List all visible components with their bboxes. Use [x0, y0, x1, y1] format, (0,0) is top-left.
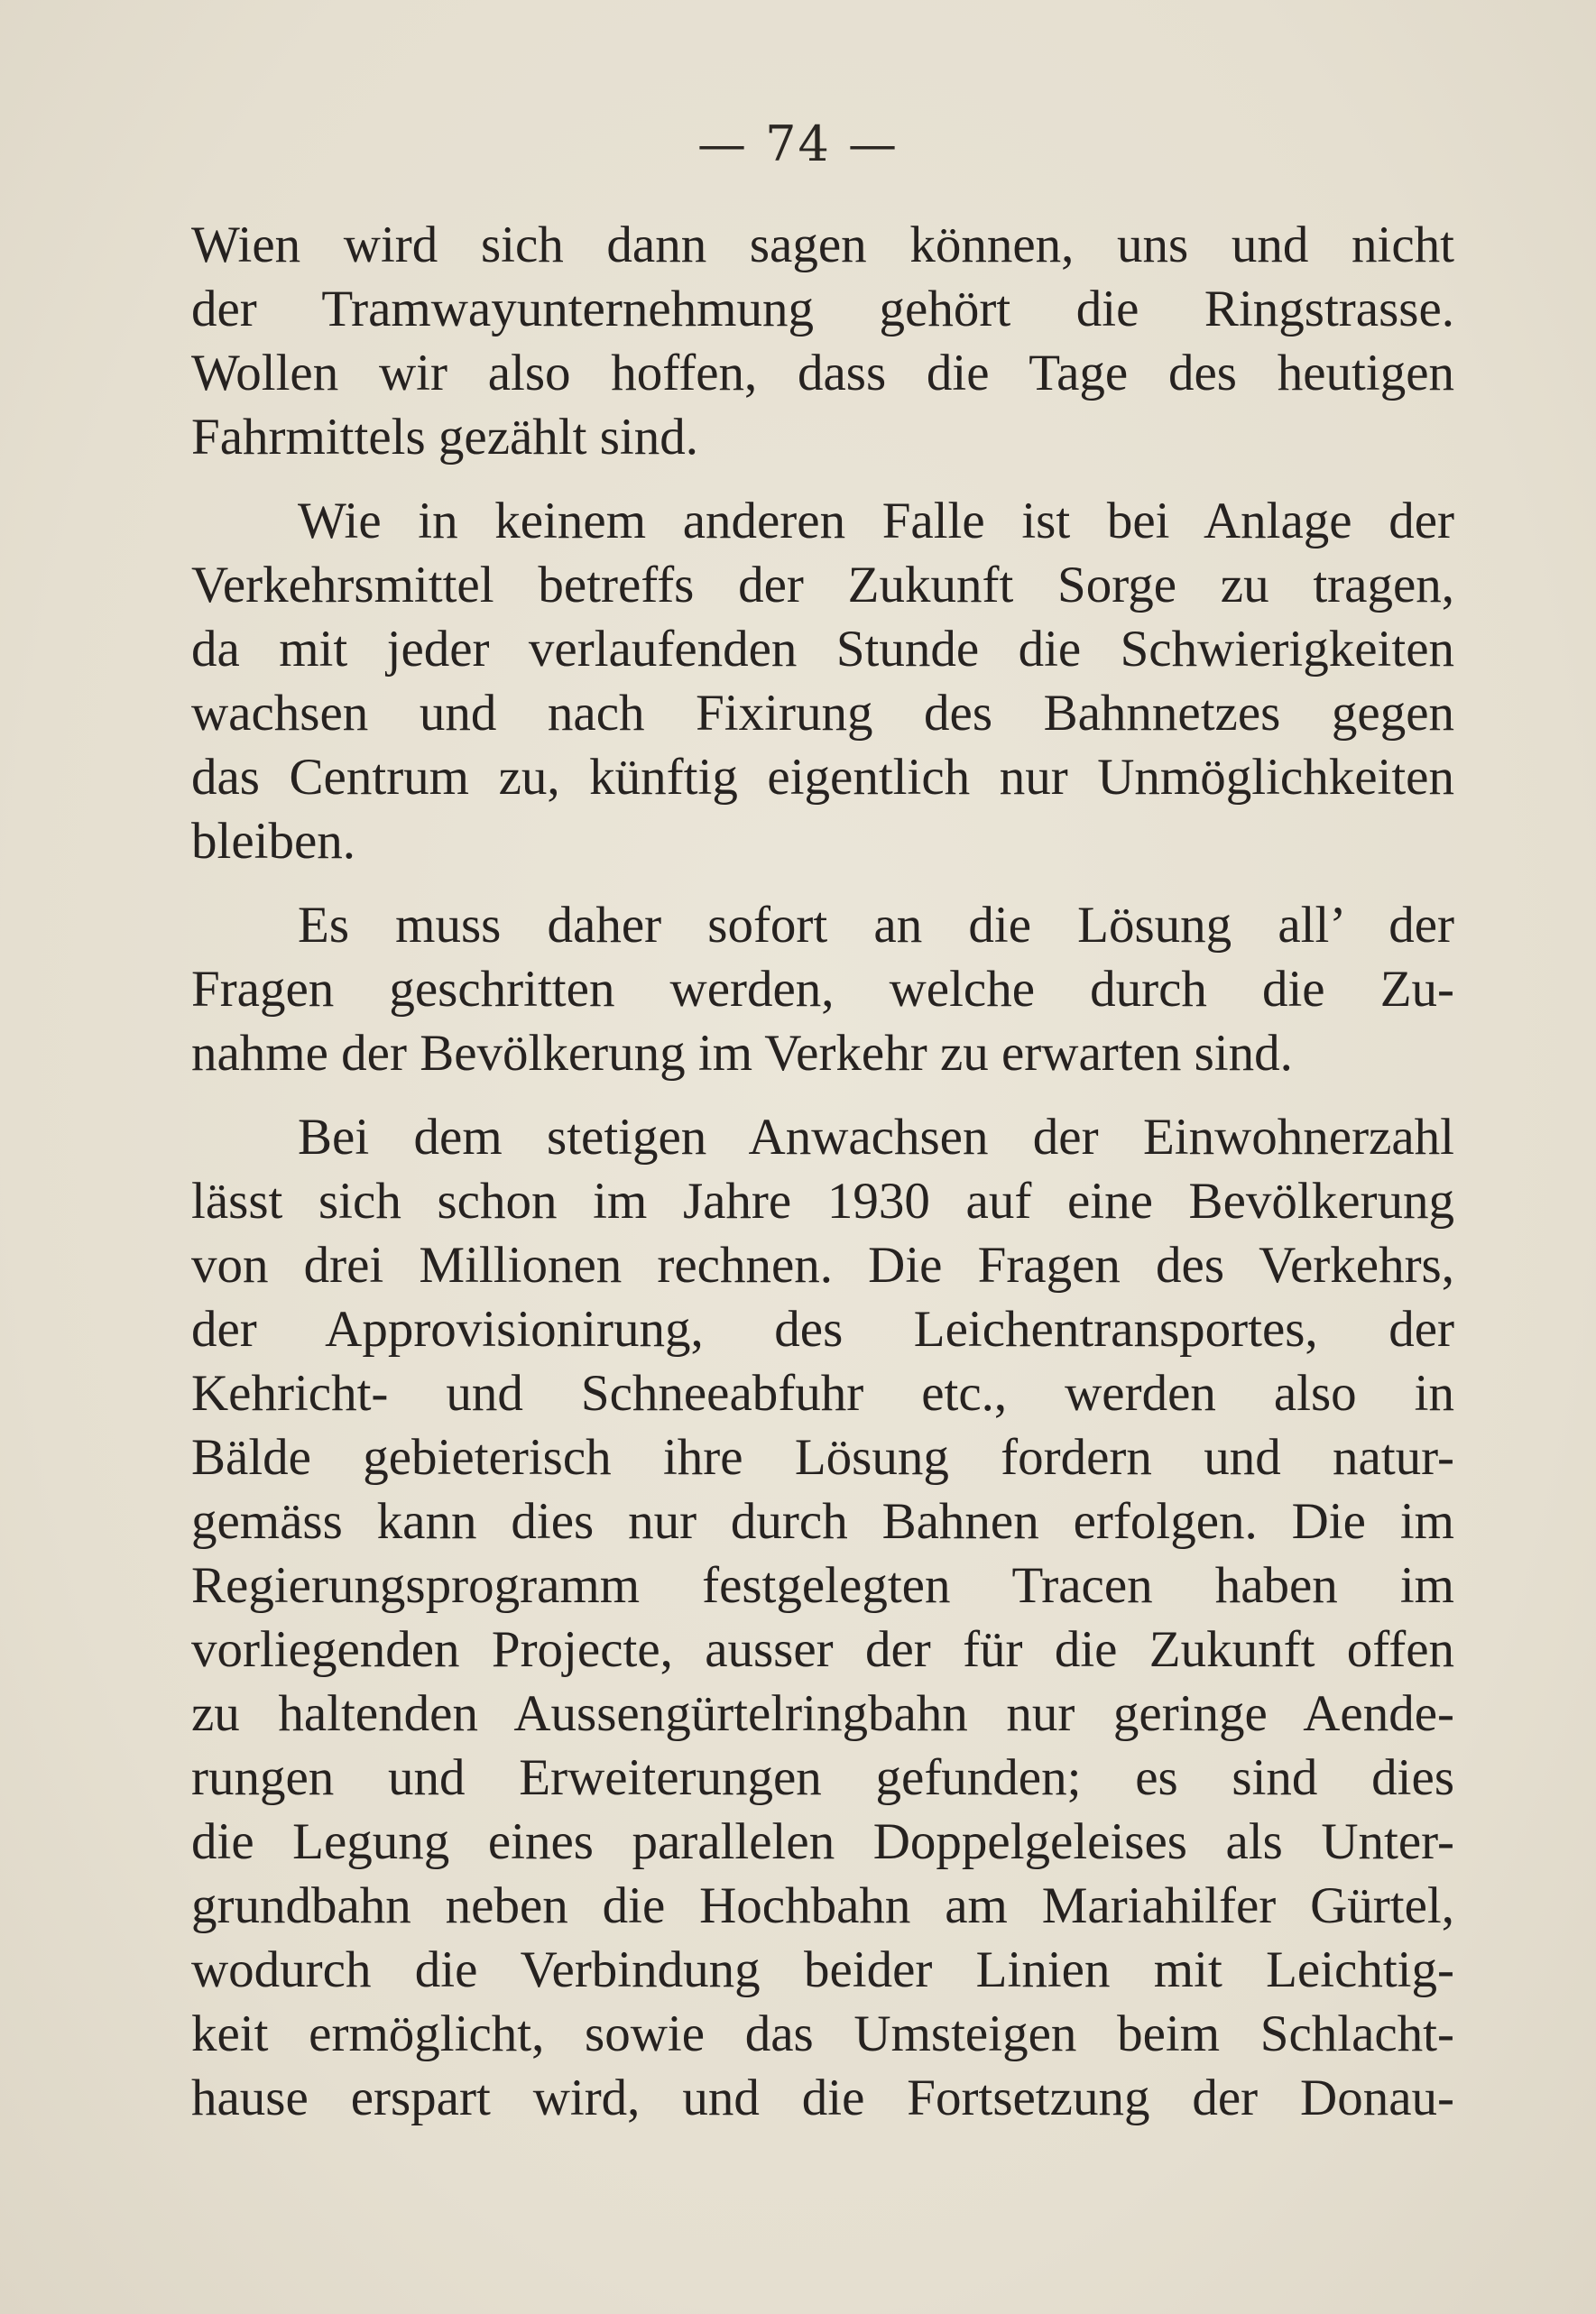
paragraph-2: [191, 489, 1454, 873]
text-line: hause erspart wird, und die Fortsetzung der Donau-: [191, 2070, 1454, 2126]
text-line: Kehricht- und Schneeabfuhr etc., werden also in: [191, 1365, 1454, 1422]
text-line: Wollen wir also hoffen, dass die Tage des heutigen: [191, 345, 1454, 401]
paragraph-4: [191, 1105, 1454, 2130]
text-line: der Approvisionirung, des Leichentransportes, der: [191, 1301, 1454, 1358]
text-line: keit ermöglicht, sowie das Umsteigen beim Schlacht-: [191, 2005, 1454, 2062]
text-line: Verkehrsmittel betreffs der Zukunft Sorge zu tragen,: [191, 557, 1454, 613]
paragraph-1: [191, 213, 1454, 469]
text-line: grundbahn neben die Hochbahn am Mariahilfer Gürtel,: [191, 1877, 1454, 1934]
text-line: rungen und Erweiterungen gefunden; es sind dies: [191, 1749, 1454, 1806]
text-line: wodurch die Verbindung beider Linien mit Leichtig-: [191, 1941, 1454, 1998]
text-line: Bei dem stetigen Anwachsen der Einwohnerzahl: [298, 1109, 1454, 1166]
text-line: bleiben.: [191, 813, 356, 870]
text-line: die Legung eines parallelen Doppelgeleises als Unter-: [191, 1813, 1454, 1870]
text-line: zu haltenden Aussengürtelringbahn nur geringe Aende-: [191, 1685, 1454, 1742]
text-line: Es muss daher sofort an die Lösung all’ der: [298, 897, 1454, 954]
text-line: nahme der Bevölkerung im Verkehr zu erwarten sind.: [191, 1025, 1293, 1082]
text-line: Wien wird sich dann sagen können, uns und nicht: [191, 217, 1454, 273]
text-line: das Centrum zu, künftig eigentlich nur Unmöglichkeiten: [191, 749, 1454, 806]
text-line: da mit jeder verlaufenden Stunde die Schwierigkeiten: [191, 621, 1454, 678]
text-line: Fahrmittels gezählt sind.: [191, 409, 698, 466]
text-line: lässt sich schon im Jahre 1930 auf eine Bevölkerung: [191, 1173, 1454, 1230]
text-line: wachsen und nach Fixirung des Bahnnetzes gegen: [191, 685, 1454, 742]
text-line: Regierungsprogramm festgelegten Tracen haben im: [191, 1557, 1454, 1614]
text-line: vorliegenden Projecte, ausser der für die Zukunft offen: [191, 1621, 1454, 1678]
paragraph-3: [191, 893, 1454, 1085]
text-line: Bälde gebieterisch ihre Lösung fordern und natur-: [191, 1429, 1454, 1486]
page-number: — 74 —: [697, 115, 899, 172]
text-line: von drei Millionen rechnen. Die Fragen des Verkehrs,: [191, 1237, 1454, 1294]
body-text: [191, 213, 1454, 2150]
text-line: Wie in keinem anderen Falle ist bei Anlage der: [298, 493, 1454, 549]
text-line: der Tramwayunternehmung gehört die Ringstrasse.: [191, 281, 1454, 337]
text-line: gemäss kann dies nur durch Bahnen erfolgen. Die im: [191, 1493, 1454, 1550]
text-line: Fragen geschritten werden, welche durch die Zu-: [191, 961, 1454, 1018]
